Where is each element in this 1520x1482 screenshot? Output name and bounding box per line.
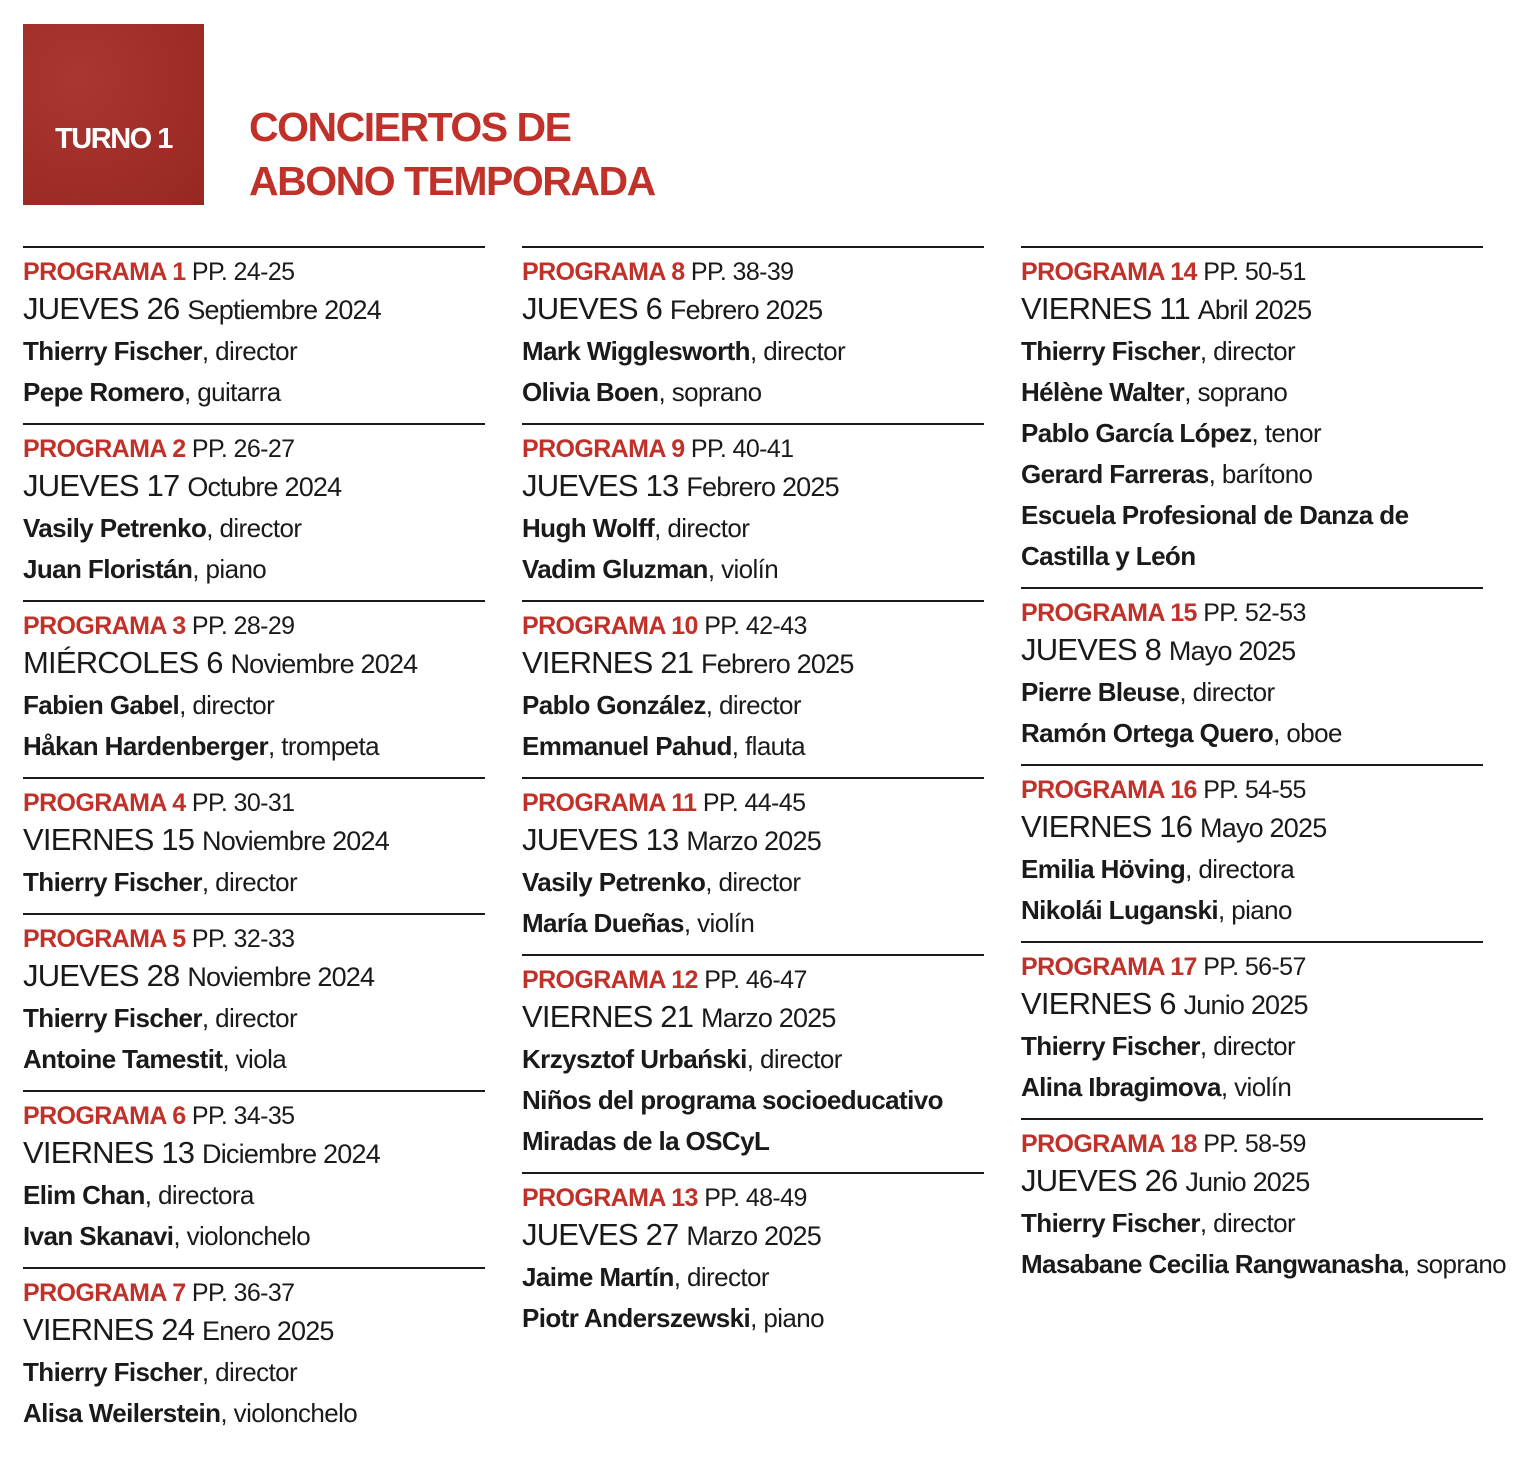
artist-name: Nikolái Luganski: [1021, 895, 1219, 925]
concert-day: JUEVES 8: [1021, 632, 1162, 667]
artist-line: Vasily Petrenko, director: [522, 867, 801, 897]
concert-month-year: Mayo 2025: [1200, 813, 1327, 843]
artist-line: Emilia Höving, directora: [1021, 854, 1295, 884]
program-heading: [522, 433, 984, 465]
program-entry: [522, 954, 984, 1172]
artist-role: directora: [1198, 854, 1295, 884]
concert-date: [23, 642, 485, 685]
concert-month-year: Febrero 2025: [669, 295, 823, 325]
concert-day: JUEVES 26: [1021, 1163, 1178, 1198]
artist-line: Nikolái Luganski, piano: [1021, 895, 1292, 925]
artist-line: Pablo García López, tenor: [1021, 418, 1322, 448]
program-number: PROGRAMA 8: [522, 258, 685, 286]
program-pages: PP. 46-47: [704, 966, 807, 994]
concert-month-year: Mayo 2025: [1168, 636, 1296, 666]
concert-month-year: Febrero 2025: [686, 472, 839, 502]
artist-name: Juan Floristán: [23, 554, 193, 584]
artist-line: Jaime Martín, director: [522, 1262, 769, 1292]
program-number: PROGRAMA 2: [23, 435, 186, 463]
artist-line: Vadim Gluzman, violín: [522, 554, 779, 584]
artist-line: Masabane Cecilia Rangwanasha, soprano: [1021, 1249, 1507, 1279]
artist-role: violonchelo: [233, 1398, 358, 1428]
concert-day: VIERNES 6: [1021, 986, 1176, 1021]
concert-month-year: Junio 2025: [1183, 990, 1308, 1020]
title-line-2: ABONO TEMPORADA: [249, 158, 655, 204]
concert-day: VIERNES 15: [23, 822, 195, 857]
artist-name: Thierry Fischer: [1021, 1208, 1200, 1238]
concert-day: JUEVES 28: [23, 958, 180, 993]
artist-role: flauta: [745, 731, 806, 761]
artist-role: director: [687, 1262, 769, 1292]
program-entry: [1021, 246, 1483, 587]
program-heading: [1021, 774, 1483, 806]
concert-date: [522, 288, 984, 331]
artist-line: Gerard Farreras, barítono: [1021, 459, 1313, 489]
artist-line: Antoine Tamestit, viola: [23, 1044, 287, 1074]
concert-date: [23, 819, 485, 862]
concert-day: JUEVES 27: [522, 1217, 679, 1252]
artist-role: violín: [1234, 1072, 1292, 1102]
artist-name: Krzysztof Urbański: [522, 1044, 747, 1074]
program-heading: [23, 1277, 485, 1309]
artist-name: Thierry Fischer: [23, 336, 202, 366]
concert-month-year: Marzo 2025: [701, 1003, 836, 1033]
artist-role: director: [192, 690, 275, 720]
artist-line: Ramón Ortega Quero, oboe: [1021, 718, 1342, 748]
artist-line: Emmanuel Pahud, flauta: [522, 731, 806, 761]
program-heading: [1021, 597, 1483, 629]
program-heading: [1021, 1128, 1483, 1160]
concert-month-year: Febrero 2025: [701, 649, 854, 679]
artist-line: Thierry Fischer, director: [1021, 336, 1296, 366]
artist-name: Håkan Hardenberger: [23, 731, 268, 761]
artist-name: Pierre Bleuse: [1021, 677, 1180, 707]
artist-name: Vasily Petrenko: [522, 867, 706, 897]
artist-name: Fabien Gabel: [23, 690, 180, 720]
artist-line: Fabien Gabel, director: [23, 690, 275, 720]
program-number: PROGRAMA 10: [522, 612, 698, 640]
artist-role: directora: [157, 1180, 254, 1210]
artist-line: Thierry Fischer, director: [23, 1357, 298, 1387]
artist-name: Emmanuel Pahud: [522, 731, 732, 761]
concert-month-year: Abril 2025: [1197, 295, 1312, 325]
program-pages: PP. 54-55: [1203, 776, 1306, 804]
artist-line: [1021, 495, 1483, 577]
concert-date: [23, 465, 485, 508]
artist-role: director: [215, 867, 298, 897]
artist-role: director: [667, 513, 750, 543]
concert-date: [23, 288, 485, 331]
program-number: PROGRAMA 15: [1021, 599, 1197, 627]
concert-date: [1021, 288, 1483, 331]
concert-date: [23, 1132, 485, 1175]
artist-name: Hélène Walter: [1021, 377, 1185, 407]
artist-line: Thierry Fischer, director: [23, 1003, 298, 1033]
program-entry: [23, 913, 485, 1090]
program-entry: [1021, 587, 1483, 764]
artist-name: Hugh Wolff: [522, 513, 655, 543]
artist-name: Mark Wigglesworth: [522, 336, 750, 366]
program-number: PROGRAMA 7: [23, 1279, 186, 1307]
artist-name: Vadim Gluzman: [522, 554, 708, 584]
artist-line: Juan Floristán, piano: [23, 554, 267, 584]
artist-role: director: [215, 1003, 298, 1033]
artist-line: Pierre Bleuse, director: [1021, 677, 1275, 707]
program-entry: [522, 600, 984, 777]
artist-line: Thierry Fischer, director: [1021, 1031, 1296, 1061]
concert-date: [1021, 629, 1483, 672]
artist-name: Thierry Fischer: [23, 867, 202, 897]
program-pages: PP. 28-29: [191, 612, 295, 640]
program-number: PROGRAMA 3: [23, 612, 186, 640]
program-pages: PP. 32-33: [191, 925, 295, 953]
concert-month-year: Noviembre 2024: [202, 826, 389, 856]
artist-line: Hélène Walter, soprano: [1021, 377, 1288, 407]
artist-role: violonchelo: [186, 1221, 311, 1251]
artist-role: director: [718, 867, 801, 897]
program-number: PROGRAMA 4: [23, 789, 186, 817]
turno-badge: [23, 24, 204, 205]
artist-name: Pablo García López: [1021, 418, 1252, 448]
program-heading: [1021, 951, 1483, 983]
artist-line: Pablo González, director: [522, 690, 801, 720]
concert-month-year: Octubre 2024: [187, 472, 342, 502]
program-number: PROGRAMA 18: [1021, 1130, 1197, 1158]
program-entry: [23, 777, 485, 913]
program-pages: PP. 24-25: [191, 258, 295, 286]
artist-name: Thierry Fischer: [1021, 336, 1200, 366]
program-heading: [522, 964, 984, 996]
concert-day: JUEVES 17: [23, 468, 180, 503]
artist-name: Antoine Tamestit: [23, 1044, 223, 1074]
artist-name: Masabane Cecilia Rangwanasha: [1021, 1249, 1404, 1279]
artist-line: Håkan Hardenberger, trompeta: [23, 731, 380, 761]
concert-day: VIERNES 24: [23, 1312, 195, 1347]
concert-date: [522, 1214, 984, 1257]
artist-role: violín: [721, 554, 779, 584]
artist-line: Thierry Fischer, director: [23, 336, 298, 366]
program-heading: [23, 256, 485, 288]
artist-name: Pepe Romero: [23, 377, 185, 407]
artist-name: María Dueñas: [522, 908, 684, 938]
artist-line: Ivan Skanavi, violonchelo: [23, 1221, 311, 1251]
artist-line: Olivia Boen, soprano: [522, 377, 762, 407]
artist-role: piano: [763, 1303, 824, 1333]
concert-date: [23, 955, 485, 998]
concert-month-year: Enero 2025: [202, 1316, 334, 1346]
artist-role: director: [759, 1044, 842, 1074]
program-column-2: [522, 246, 984, 1349]
artist-name: Ramón Ortega Quero: [1021, 718, 1274, 748]
artist-role: violín: [697, 908, 755, 938]
program-heading: [522, 256, 984, 288]
concert-date: [522, 465, 984, 508]
program-pages: PP. 50-51: [1203, 258, 1306, 286]
artist-role: piano: [1231, 895, 1292, 925]
program-pages: PP. 48-49: [704, 1184, 807, 1212]
artist-name: Elim Chan: [23, 1180, 145, 1210]
concert-month-year: Noviembre 2024: [230, 649, 418, 679]
artist-line: Krzysztof Urbański, director: [522, 1044, 842, 1074]
concert-month-year: Marzo 2025: [686, 826, 821, 856]
concert-date: [1021, 983, 1483, 1026]
program-entry: [1021, 764, 1483, 941]
program-entry: [522, 423, 984, 600]
concert-day: MIÉRCOLES 6: [23, 645, 223, 680]
program-entry: [23, 1267, 485, 1444]
program-pages: PP. 42-43: [704, 612, 807, 640]
program-pages: PP. 44-45: [702, 789, 806, 817]
artist-role: soprano: [671, 377, 762, 407]
program-pages: PP. 40-41: [690, 435, 794, 463]
page-title: [249, 100, 655, 208]
artist-line: Vasily Petrenko, director: [23, 513, 302, 543]
artist-name: Thierry Fischer: [1021, 1031, 1200, 1061]
program-entry: [23, 246, 485, 423]
program-entry: [522, 246, 984, 423]
concert-day: VIERNES 21: [522, 999, 694, 1034]
program-heading: [522, 1182, 984, 1214]
program-heading: [23, 610, 485, 642]
artist-role: director: [215, 1357, 298, 1387]
artist-line: Piotr Anderszewski, piano: [522, 1303, 824, 1333]
program-number: PROGRAMA 1: [23, 258, 186, 286]
program-pages: PP. 36-37: [191, 1279, 295, 1307]
concert-day: JUEVES 13: [522, 468, 679, 503]
program-heading: [522, 610, 984, 642]
program-heading: [23, 1100, 485, 1132]
concert-day: JUEVES 6: [522, 291, 663, 326]
program-pages: PP. 30-31: [191, 789, 295, 817]
artist-role: tenor: [1264, 418, 1322, 448]
concert-date: [1021, 1160, 1483, 1203]
program-entry: [23, 600, 485, 777]
artist-line: Mark Wigglesworth, director: [522, 336, 846, 366]
concert-date: [1021, 806, 1483, 849]
artist-name: Alisa Weilerstein: [23, 1398, 221, 1428]
artist-line: [522, 1080, 984, 1162]
program-pages: PP. 52-53: [1203, 599, 1306, 627]
artist-name: Olivia Boen: [522, 377, 659, 407]
artist-name: Escuela Profesional de Danza de Castilla y León: [1021, 500, 1409, 571]
artist-line: Thierry Fischer, director: [23, 867, 298, 897]
artist-line: Alina Ibragimova, violín: [1021, 1072, 1292, 1102]
concert-day: VIERNES 13: [23, 1135, 195, 1170]
program-column-3: [1021, 246, 1507, 1295]
artist-role: trompeta: [281, 731, 380, 761]
artist-line: Hugh Wolff, director: [522, 513, 750, 543]
concert-date: [522, 642, 984, 685]
concert-month-year: Noviembre 2024: [187, 962, 375, 992]
artist-name: Thierry Fischer: [23, 1003, 202, 1033]
program-number: PROGRAMA 17: [1021, 953, 1197, 981]
program-pages: PP. 58-59: [1203, 1130, 1306, 1158]
artist-name: Pablo González: [522, 690, 706, 720]
artist-name: Vasily Petrenko: [23, 513, 207, 543]
program-entry: [23, 423, 485, 600]
artist-name: Alina Ibragimova: [1021, 1072, 1221, 1102]
program-pages: PP. 34-35: [191, 1102, 295, 1130]
concert-month-year: Diciembre 2024: [202, 1139, 380, 1169]
artist-role: director: [719, 690, 801, 720]
artist-name: Niños del programa socioeducativo Miradas de la OSCyL: [522, 1085, 943, 1156]
concert-day: VIERNES 16: [1021, 809, 1193, 844]
program-entry: [1021, 1118, 1507, 1295]
concert-date: [522, 819, 984, 862]
artist-role: piano: [205, 554, 267, 584]
program-number: PROGRAMA 11: [522, 789, 697, 817]
program-number: PROGRAMA 16: [1021, 776, 1197, 804]
program-heading: [23, 433, 485, 465]
program-pages: PP. 26-27: [191, 435, 295, 463]
program-heading: [522, 787, 984, 819]
artist-role: director: [1213, 1208, 1296, 1238]
concert-day: VIERNES 21: [522, 645, 694, 680]
concert-date: [23, 1309, 485, 1352]
concert-day: JUEVES 13: [522, 822, 679, 857]
program-number: PROGRAMA 6: [23, 1102, 186, 1130]
concert-day: VIERNES 11: [1021, 291, 1190, 326]
artist-role: barítono: [1221, 459, 1313, 489]
program-entry: [522, 1172, 984, 1349]
program-entry: [1021, 941, 1483, 1118]
artist-name: Ivan Skanavi: [23, 1221, 174, 1251]
program-column-1: [23, 246, 485, 1444]
artist-name: Emilia Höving: [1021, 854, 1186, 884]
program-heading: [1021, 256, 1483, 288]
program-heading: [23, 923, 485, 955]
artist-role: director: [219, 513, 302, 543]
artist-role: director: [215, 336, 298, 366]
artist-role: director: [1213, 336, 1296, 366]
program-number: PROGRAMA 14: [1021, 258, 1197, 286]
concert-month-year: Septiembre 2024: [187, 295, 381, 325]
program-number: PROGRAMA 9: [522, 435, 685, 463]
artist-line: Pepe Romero, guitarra: [23, 377, 281, 407]
program-number: PROGRAMA 13: [522, 1184, 698, 1212]
title-line-1: CONCIERTOS DE: [249, 104, 571, 150]
artist-name: Piotr Anderszewski: [522, 1303, 751, 1333]
artist-role: guitarra: [197, 377, 281, 407]
artist-role: oboe: [1286, 718, 1342, 748]
program-number: PROGRAMA 5: [23, 925, 186, 953]
concert-month-year: Junio 2025: [1185, 1167, 1310, 1197]
program-pages: PP. 56-57: [1203, 953, 1306, 981]
artist-role: soprano: [1197, 377, 1288, 407]
program-heading: [23, 787, 485, 819]
artist-role: director: [1213, 1031, 1296, 1061]
artist-line: María Dueñas, violín: [522, 908, 755, 938]
program-pages: PP. 38-39: [690, 258, 794, 286]
program-number: PROGRAMA 12: [522, 966, 698, 994]
artist-role: director: [1192, 677, 1275, 707]
program-entry: [522, 777, 984, 954]
artist-name: Jaime Martín: [522, 1262, 674, 1292]
artist-role: viola: [235, 1044, 287, 1074]
program-entry: [23, 1090, 485, 1267]
concert-month-year: Marzo 2025: [686, 1221, 821, 1251]
turno-label: TURNO 1: [55, 123, 172, 155]
concert-day: JUEVES 26: [23, 291, 180, 326]
artist-line: Alisa Weilerstein, violonchelo: [23, 1398, 358, 1428]
artist-role: director: [763, 336, 846, 366]
artist-line: Elim Chan, directora: [23, 1180, 254, 1210]
artist-name: Gerard Farreras: [1021, 459, 1209, 489]
concert-date: [522, 996, 984, 1039]
artist-role: soprano: [1416, 1249, 1507, 1279]
artist-line: Thierry Fischer, director: [1021, 1208, 1296, 1238]
artist-name: Thierry Fischer: [23, 1357, 202, 1387]
